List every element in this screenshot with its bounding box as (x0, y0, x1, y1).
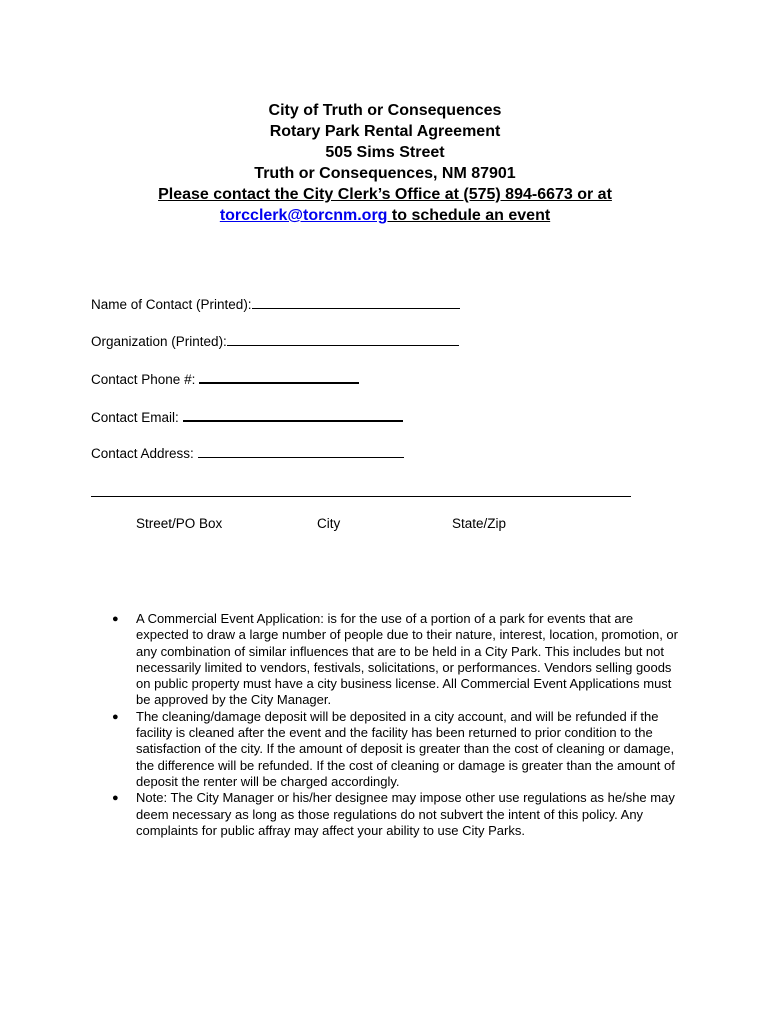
contact-phone-field (91, 369, 359, 389)
contact-email-blank[interactable] (183, 407, 403, 422)
contact-address-field (91, 444, 404, 463)
list-item (112, 790, 687, 839)
address-continuation-line[interactable] (91, 496, 631, 497)
contact-phone-label: Contact Phone #: (91, 372, 196, 387)
contact-name-label: Name of Contact (Printed): (91, 297, 252, 312)
list-item (112, 709, 687, 790)
bullet-icon: ● (112, 792, 119, 805)
bullet-icon: ● (112, 613, 119, 625)
clerk-email-link[interactable]: torcclerk@torcnm.org (219, 207, 388, 224)
contact-name-field (91, 295, 460, 314)
organization-label: Organization (Printed): (91, 334, 227, 349)
street-address: 505 Sims Street (325, 144, 445, 161)
contact-instruction-continued (0, 205, 770, 226)
contact-phone-blank[interactable] (199, 369, 359, 384)
list-item (112, 611, 687, 709)
commercial-event-text: A Commercial Event Application: is for the use of a portion of a park for events that are expected to draw a large number of people due to their nature, interest, location, promotion, or any combination of similar influences that are to be held in a City Park. This includes but not necessarily limited to vendors, festivals, solicitations, or performances. Vendors selling goods on public property must have a city business license. All Commercial Event Applications must be approved by the City Manager. (136, 611, 678, 708)
contact-address-label: Contact Address: (91, 446, 194, 461)
city-state-zip: Truth or Consequences, NM 87901 (254, 165, 516, 182)
contact-instruction: Please contact the City Clerk’s Office at (575) 894-6673 or at (158, 186, 612, 203)
contact-email-label: Contact Email: (91, 410, 179, 425)
state-zip-label: State/Zip (452, 516, 507, 531)
document-header (0, 100, 770, 226)
organization-blank[interactable] (227, 332, 459, 346)
bullet-icon: ● (112, 710, 119, 723)
contact-name-blank[interactable] (252, 295, 460, 309)
deposit-text: The cleaning/damage deposit will be deposited in a city account, and will be refunded if the facility is cleaned after the event and the facility has been returned to prior condition to the satisfaction of the city. If the amount of deposit is greater than the cost of cleaning or damage, the difference will be refunded. If the cost of cleaning or damage is greater than the amount of deposit the renter will be charged accordingly. (136, 708, 675, 789)
organization-field (91, 332, 459, 351)
contact-email-field (91, 407, 403, 427)
city-label: City (317, 516, 341, 531)
contact-suffix: to schedule an event (387, 207, 551, 224)
city-name: City of Truth or Consequences (268, 102, 502, 119)
street-po-box-label: Street/PO Box (136, 516, 223, 531)
policy-bullet-list (112, 611, 687, 839)
contact-address-blank[interactable] (198, 444, 404, 458)
document-title: Rotary Park Rental Agreement (269, 123, 501, 140)
note-text: Note: The City Manager or his/her designee may impose other use regulations as he/she may deem necessary as long as those regulations do not subvert the intent of this policy. Any complaints for public affray may affect your ability to use City Parks. (136, 790, 675, 838)
